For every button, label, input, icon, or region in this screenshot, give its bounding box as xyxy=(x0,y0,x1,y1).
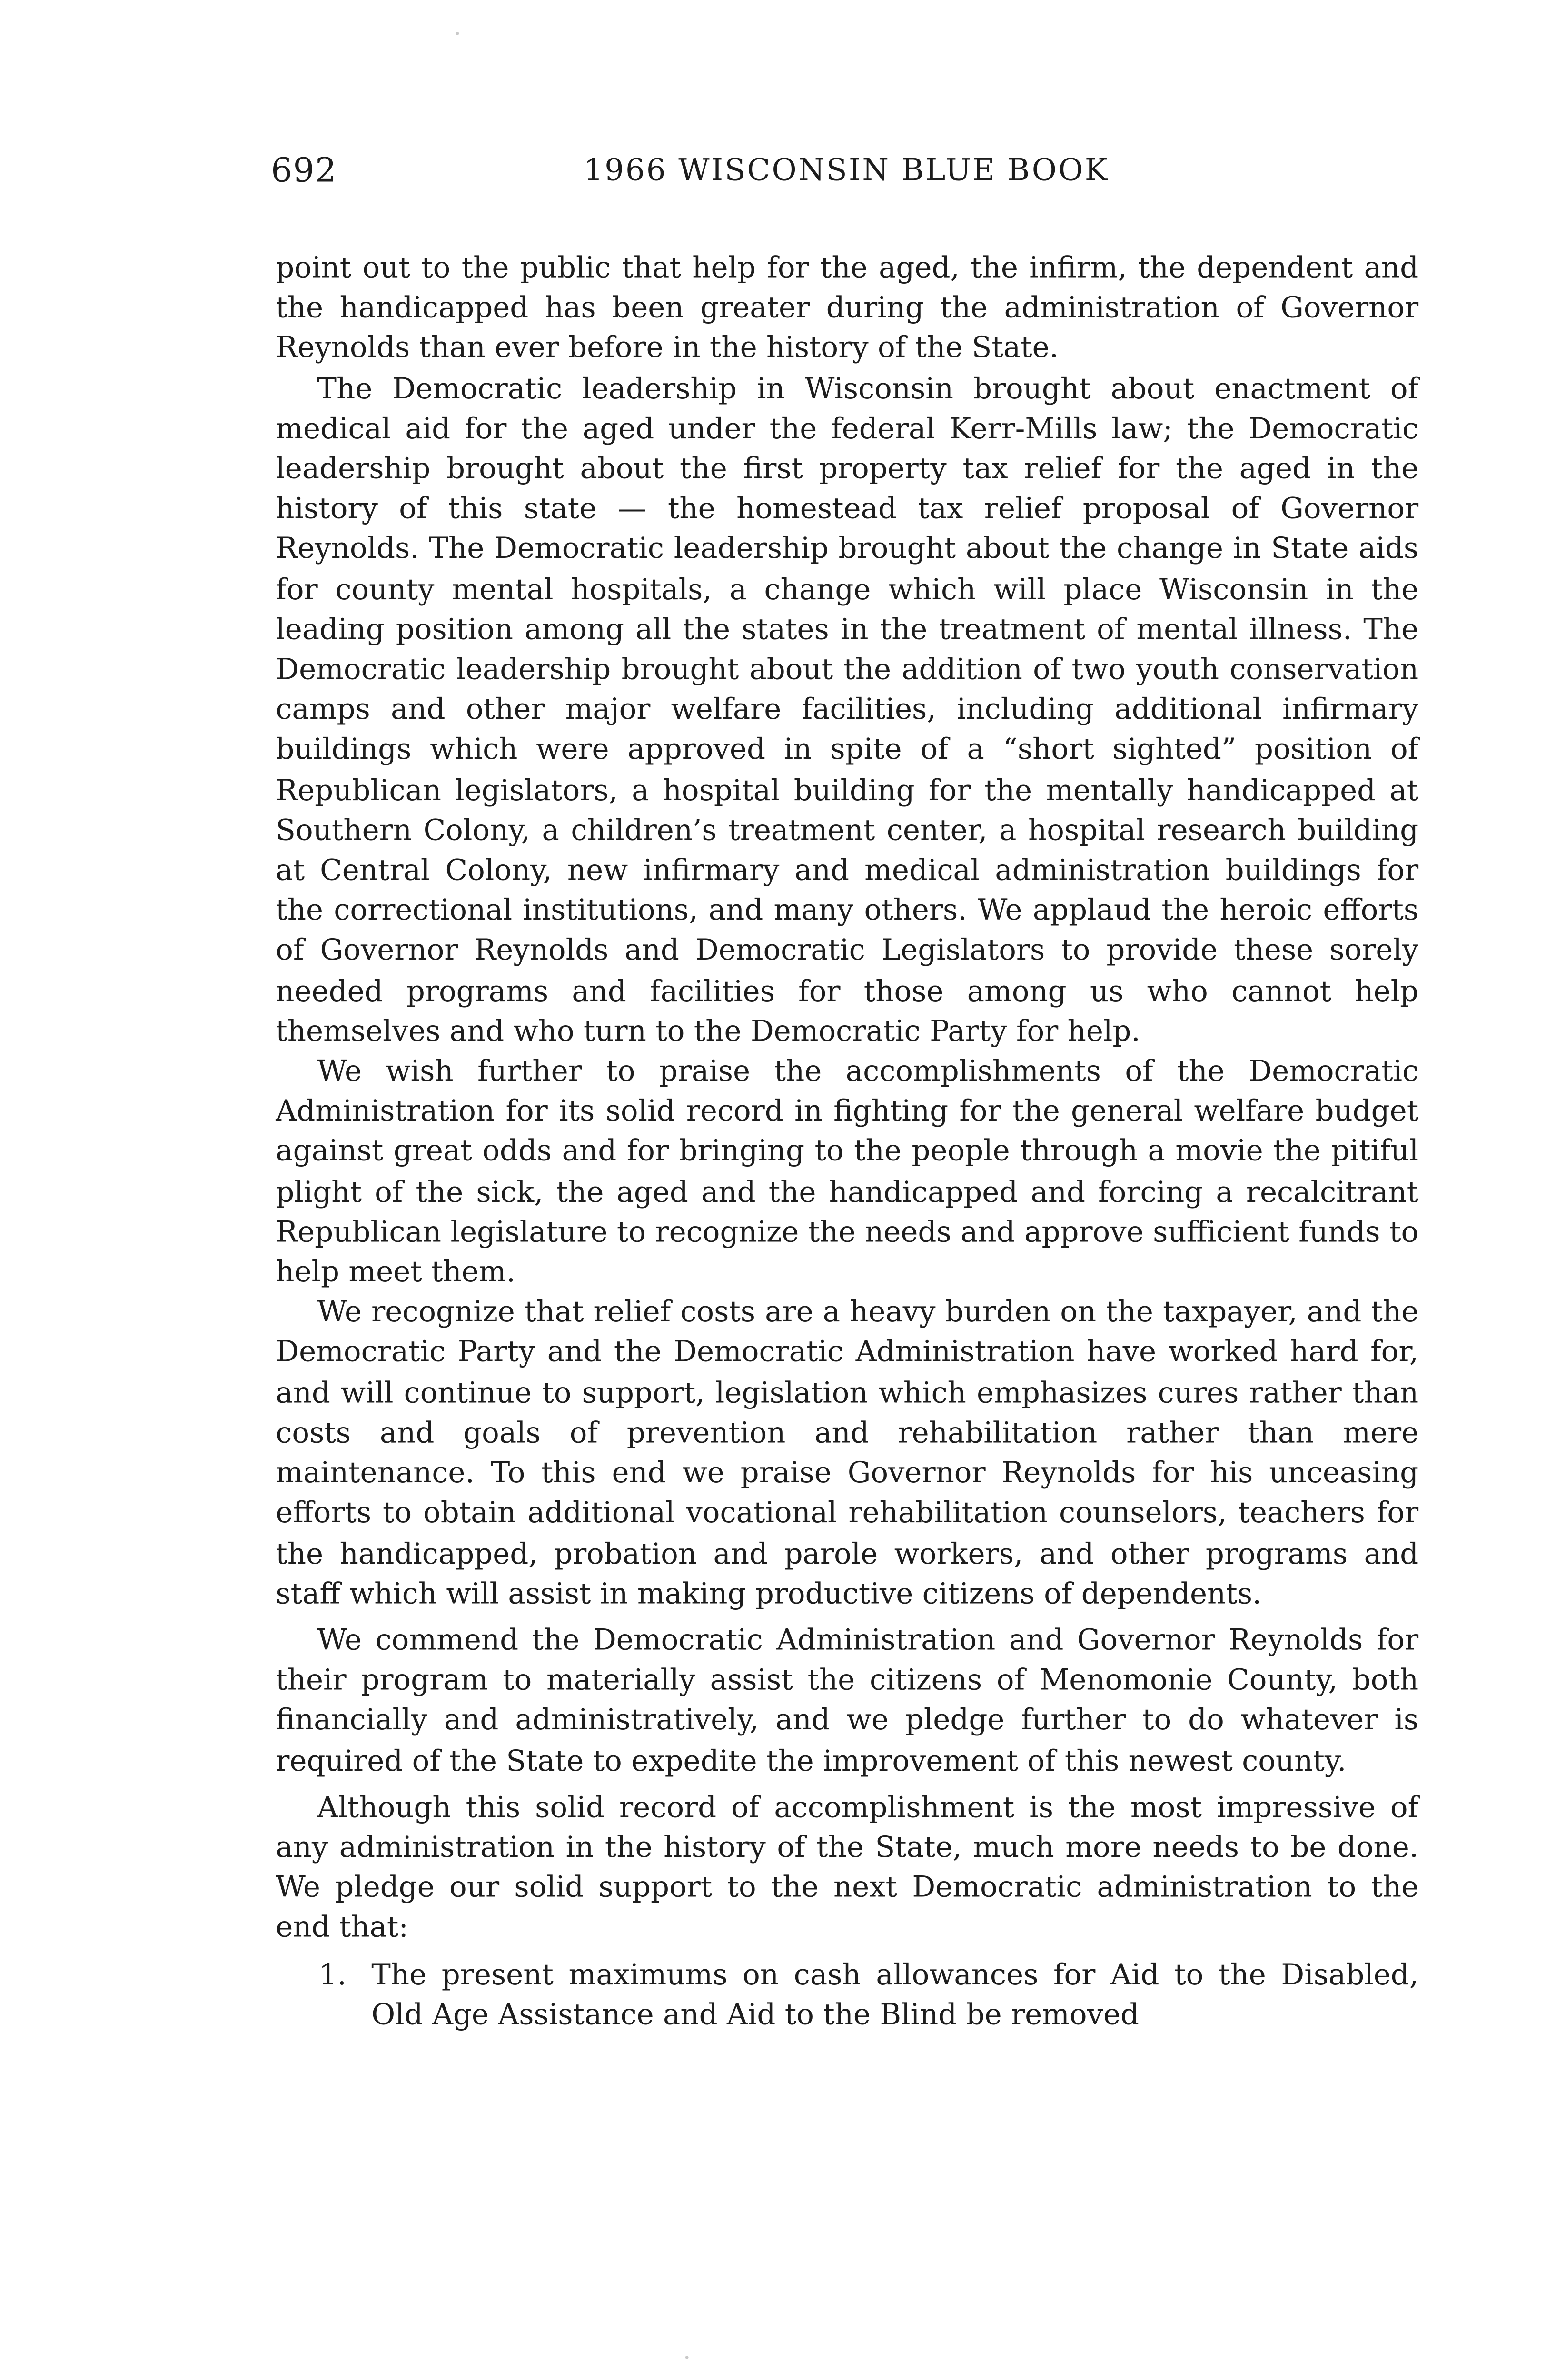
paragraph: Although this solid record of accomplishment is the most impressive of any administration in the history of the State, much more needs to be done. We pledge our solid support to the next Democratic administration to the end that: xyxy=(276,1791,1419,1945)
scan-speck xyxy=(685,2356,689,2359)
running-title: 1966 WISCONSIN BLUE BOOK xyxy=(584,153,1109,188)
paragraph: We wish further to praise the accomplishments of the Democratic Administration for its solid record in fighting for the general welfare budget against great odds and for bringing to the people through a movie the pitiful plight of the sick, the aged and the handicapped and forcing a recalcitrant Republican legislature to recognize the needs and approve sufficient funds to help meet them. xyxy=(276,1055,1419,1290)
paragraph: We recognize that relief costs are a heavy burden on the taxpayer, and the Democratic Party and the Democratic Administration have worked hard for, and will continue to support, legislation which emphasizes cures rather than costs and goals of prevention and rehabilitation rather than mere maintenance. To this end we praise Governor Reynolds for his unceasing efforts to obtain additional vocational rehabilitation counselors, teachers for the handicapped, probation and parole workers, and other programs and staff which will assist in making productive citizens of dependents. xyxy=(276,1296,1419,1611)
page-number: 692 xyxy=(271,151,337,190)
list-item-text: The present maximums on cash allowances for Aid to the Disabled, Old Age Assistance and Aid to the Blind be removed xyxy=(371,1958,1419,2032)
page-body xyxy=(276,248,1418,2035)
list-item-number: 1. xyxy=(318,1958,347,1992)
paragraph: We commend the Democratic Administration and Governor Reynolds for their program to materially assist the citizens of Menomonie County, both financially and administratively, and we pledge further to do whatever is required of the State to expedite the improvement of this newest county. xyxy=(276,1624,1419,1778)
paragraph: point out to the public that help for the aged, the infirm, the dependent and the handicapped has been greater during the administration of Governor Reynolds than ever before in the history of the State. xyxy=(276,252,1419,366)
list-item xyxy=(276,1955,1418,2035)
scan-speck xyxy=(456,32,459,35)
paragraph: The Democratic leadership in Wisconsin brought about enactment of medical aid for the aged under the federal Kerr-Mills law; the Democratic leadership brought about the first property tax relief for the aged in the history of this state — the homestead tax relief proposal of Governor Reynolds. The Democratic leadership brought about the change in State aids for county mental hospitals, a change which will place Wisconsin in the leading position among all the states in the treatment of mental illness. The Democratic leadership brought about the addition of two youth conservation camps and other major welfare facilities, including additional infirmary buildings which were approved in spite of a “short sighted” position of Republican legislators, a hospital building for the mentally handicapped at Southern Colony, a children’s treatment center, a hospital research building at Central Colony, new infirmary and medical administration buildings for the correctional institutions, and many others. We applaud the heroic efforts of Governor Reynolds and Democratic Legislators to provide these sorely needed programs and facilities for those among us who cannot help themselves and who turn to the Democratic Party for help. xyxy=(276,372,1419,1049)
page-header xyxy=(271,151,1422,199)
